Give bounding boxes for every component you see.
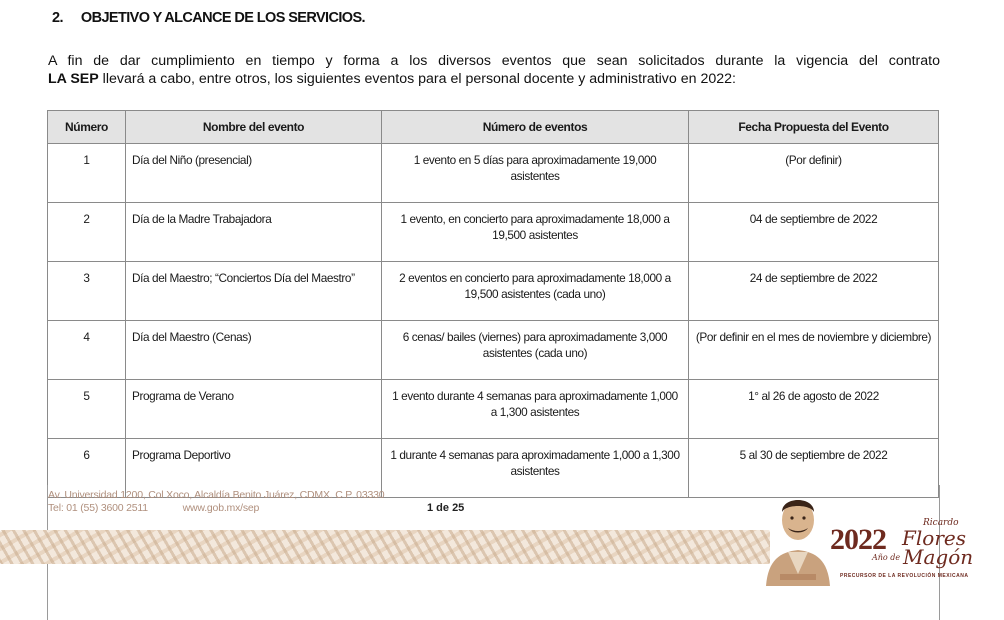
row-event-name: Día del Maestro; “Conciertos Día del Maestro” (126, 262, 382, 321)
logo-year: 2022 (830, 523, 886, 556)
intro-entity: LA SEP (48, 71, 99, 87)
section-title: OBJETIVO Y ALCANCE DE LOS SERVICIOS. (80, 10, 365, 26)
events-table (47, 110, 939, 498)
page-number: 1 de 25 (427, 502, 465, 514)
row-event-count: 1 evento, en concierto para aproximadamente 18,000 a 19,500 asistentes (382, 203, 689, 262)
row-event-count: 1 evento durante 4 semanas para aproximadamente 1,000 a 1,300 asistentes (382, 380, 689, 439)
row-event-date: 1° al 26 de agosto de 2022 (689, 380, 939, 439)
table-row (48, 144, 939, 203)
row-number: 4 (48, 321, 126, 380)
row-number: 6 (48, 439, 126, 498)
row-event-date: 5 al 30 de septiembre de 2022 (689, 439, 939, 498)
table-row (48, 262, 939, 321)
logo-ano: Año de (872, 553, 901, 562)
intro-line-2: llevará a cabo, entre otros, los siguientes eventos para el personal docente y administrativo en 2022: (98, 71, 736, 87)
header-nombre: Nombre del evento (126, 111, 382, 144)
row-number: 3 (48, 262, 126, 321)
footer-phone: Tel: 01 (55) 3600 2511 (48, 502, 148, 514)
intro-paragraph (48, 52, 940, 88)
row-event-date: (Por definir en el mes de noviembre y diciembre) (689, 321, 939, 380)
row-event-date: 04 de septiembre de 2022 (689, 203, 939, 262)
row-number: 5 (48, 380, 126, 439)
decorative-pattern-band (0, 530, 770, 564)
section-number: 2. (52, 10, 63, 26)
row-event-name: Programa de Verano (126, 380, 382, 439)
row-event-name: Día de la Madre Trabajadora (126, 203, 382, 262)
footer-address: Av. Universidad 1200, Col Xoco, Alcaldía Benito Juárez, CDMX. C.P. 03330 (48, 489, 385, 501)
footer-address-block (48, 489, 384, 515)
table-header-row (48, 111, 939, 144)
header-numero: Número (48, 111, 126, 144)
row-event-count: 6 cenas/ bailes (viernes) para aproximadamente 3,000 asistentes (cada uno) (382, 321, 689, 380)
header-fecha: Fecha Propuesta del Evento (689, 111, 939, 144)
row-event-name: Día del Maestro (Cenas) (126, 321, 382, 380)
portrait-illustration-icon (760, 482, 836, 586)
table-row (48, 203, 939, 262)
row-event-count: 1 evento en 5 días para aproximadamente 19,000 asistentes (382, 144, 689, 203)
row-event-name: Programa Deportivo (126, 439, 382, 498)
footer-website-link[interactable]: www.gob.mx/sep (182, 502, 260, 514)
row-number: 1 (48, 144, 126, 203)
row-event-count: 2 eventos en concierto para aproximadamente 18,000 a 19,500 asistentes (cada uno) (382, 262, 689, 321)
row-event-name: Día del Niño (presencial) (126, 144, 382, 203)
row-number: 2 (48, 203, 126, 262)
logo-flores: Flores (902, 526, 966, 550)
logo-magon: Magón (903, 545, 974, 569)
row-event-date: (Por definir) (689, 144, 939, 203)
header-numero-eventos: Número de eventos (382, 111, 689, 144)
intro-line-1: A fin de dar cumplimiento en tiempo y forma a los diversos eventos que sean solicitados durante la vigencia del contrato (48, 53, 940, 69)
section-heading (52, 10, 365, 26)
table-row (48, 321, 939, 380)
logo-ricardo: Ricardo (923, 518, 959, 528)
row-event-count: 1 durante 4 semanas para aproximadamente 1,000 a 1,300 asistentes (382, 439, 689, 498)
table-row (48, 380, 939, 439)
logo-tagline: PRECURSOR DE LA REVOLUCIÓN MEXICANA (840, 573, 969, 579)
row-event-date: 24 de septiembre de 2022 (689, 262, 939, 321)
